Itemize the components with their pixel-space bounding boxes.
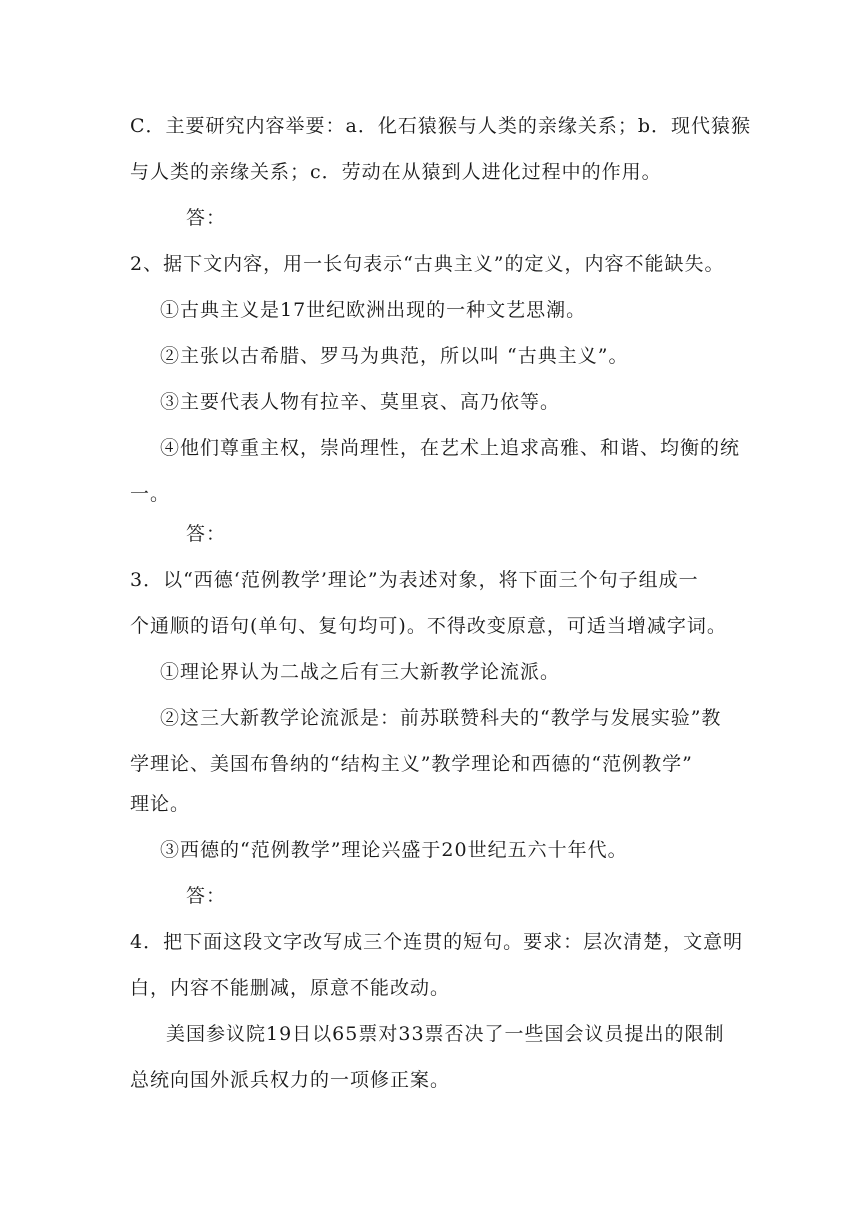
q3-item-2-continued: 学理论、美国布鲁纳的“结构主义”教学理论和西德的“范例教学” [130, 753, 693, 775]
question-3-title-continued: 个通顺的语句(单句、复句均可)。不得改变原意，可适当增减字词。 [130, 615, 727, 637]
q2-item-1: ①古典主义是17世纪欧洲出现的一种文艺思潮。 [160, 299, 587, 321]
q2-item-2: ②主张以古希腊、罗马为典范，所以叫 “古典主义”。 [160, 345, 629, 367]
q4-passage-continued: 总统向国外派兵权力的一项修正案。 [130, 1069, 451, 1091]
q2-item-4: ④他们尊重主权，崇尚理性，在艺术上追求高雅、和谐、均衡的统 [160, 437, 741, 459]
q2-item-3: ③主要代表人物有拉辛、莫里哀、高乃依等。 [160, 391, 561, 413]
text-line-c-intro: C．主要研究内容举要：a．化石猿猴与人类的亲缘关系；b．现代猿猴 [130, 115, 752, 137]
question-4-title-continued: 白，内容不能删减，原意不能改动。 [130, 977, 451, 999]
answer-label-3: 答： [186, 885, 227, 907]
q3-item-3: ③西德的“范例教学”理论兴盛于20世纪五六十年代。 [160, 839, 628, 861]
q2-item-4-continued: 一。 [130, 483, 171, 505]
question-4-title: 4．把下面这段文字改写成三个连贯的短句。要求：层次清楚，文意明 [130, 931, 744, 953]
q4-passage: 美国参议院19日以65票对33票否决了一些国会议员提出的限制 [166, 1023, 725, 1045]
q3-item-2-end: 理论。 [130, 793, 191, 815]
q3-item-1: ①理论界认为二战之后有三大新教学论流派。 [160, 661, 561, 683]
q3-item-2: ②这三大新教学论流派是：前苏联赞科夫的“教学与发展实验”教 [160, 707, 722, 729]
text-line-c-continued: 与人类的亲缘关系；c．劳动在从猿到人进化过程中的作用。 [130, 161, 662, 183]
answer-label-2: 答： [186, 523, 227, 545]
question-2-title: 2、据下文内容，用一长句表示“古典主义”的定义，内容不能缺失。 [130, 253, 725, 275]
answer-label-1: 答： [186, 207, 227, 229]
question-3-title: 3．以“西德‘范例教学’理论”为表述对象，将下面三个句子组成一 [130, 569, 699, 591]
